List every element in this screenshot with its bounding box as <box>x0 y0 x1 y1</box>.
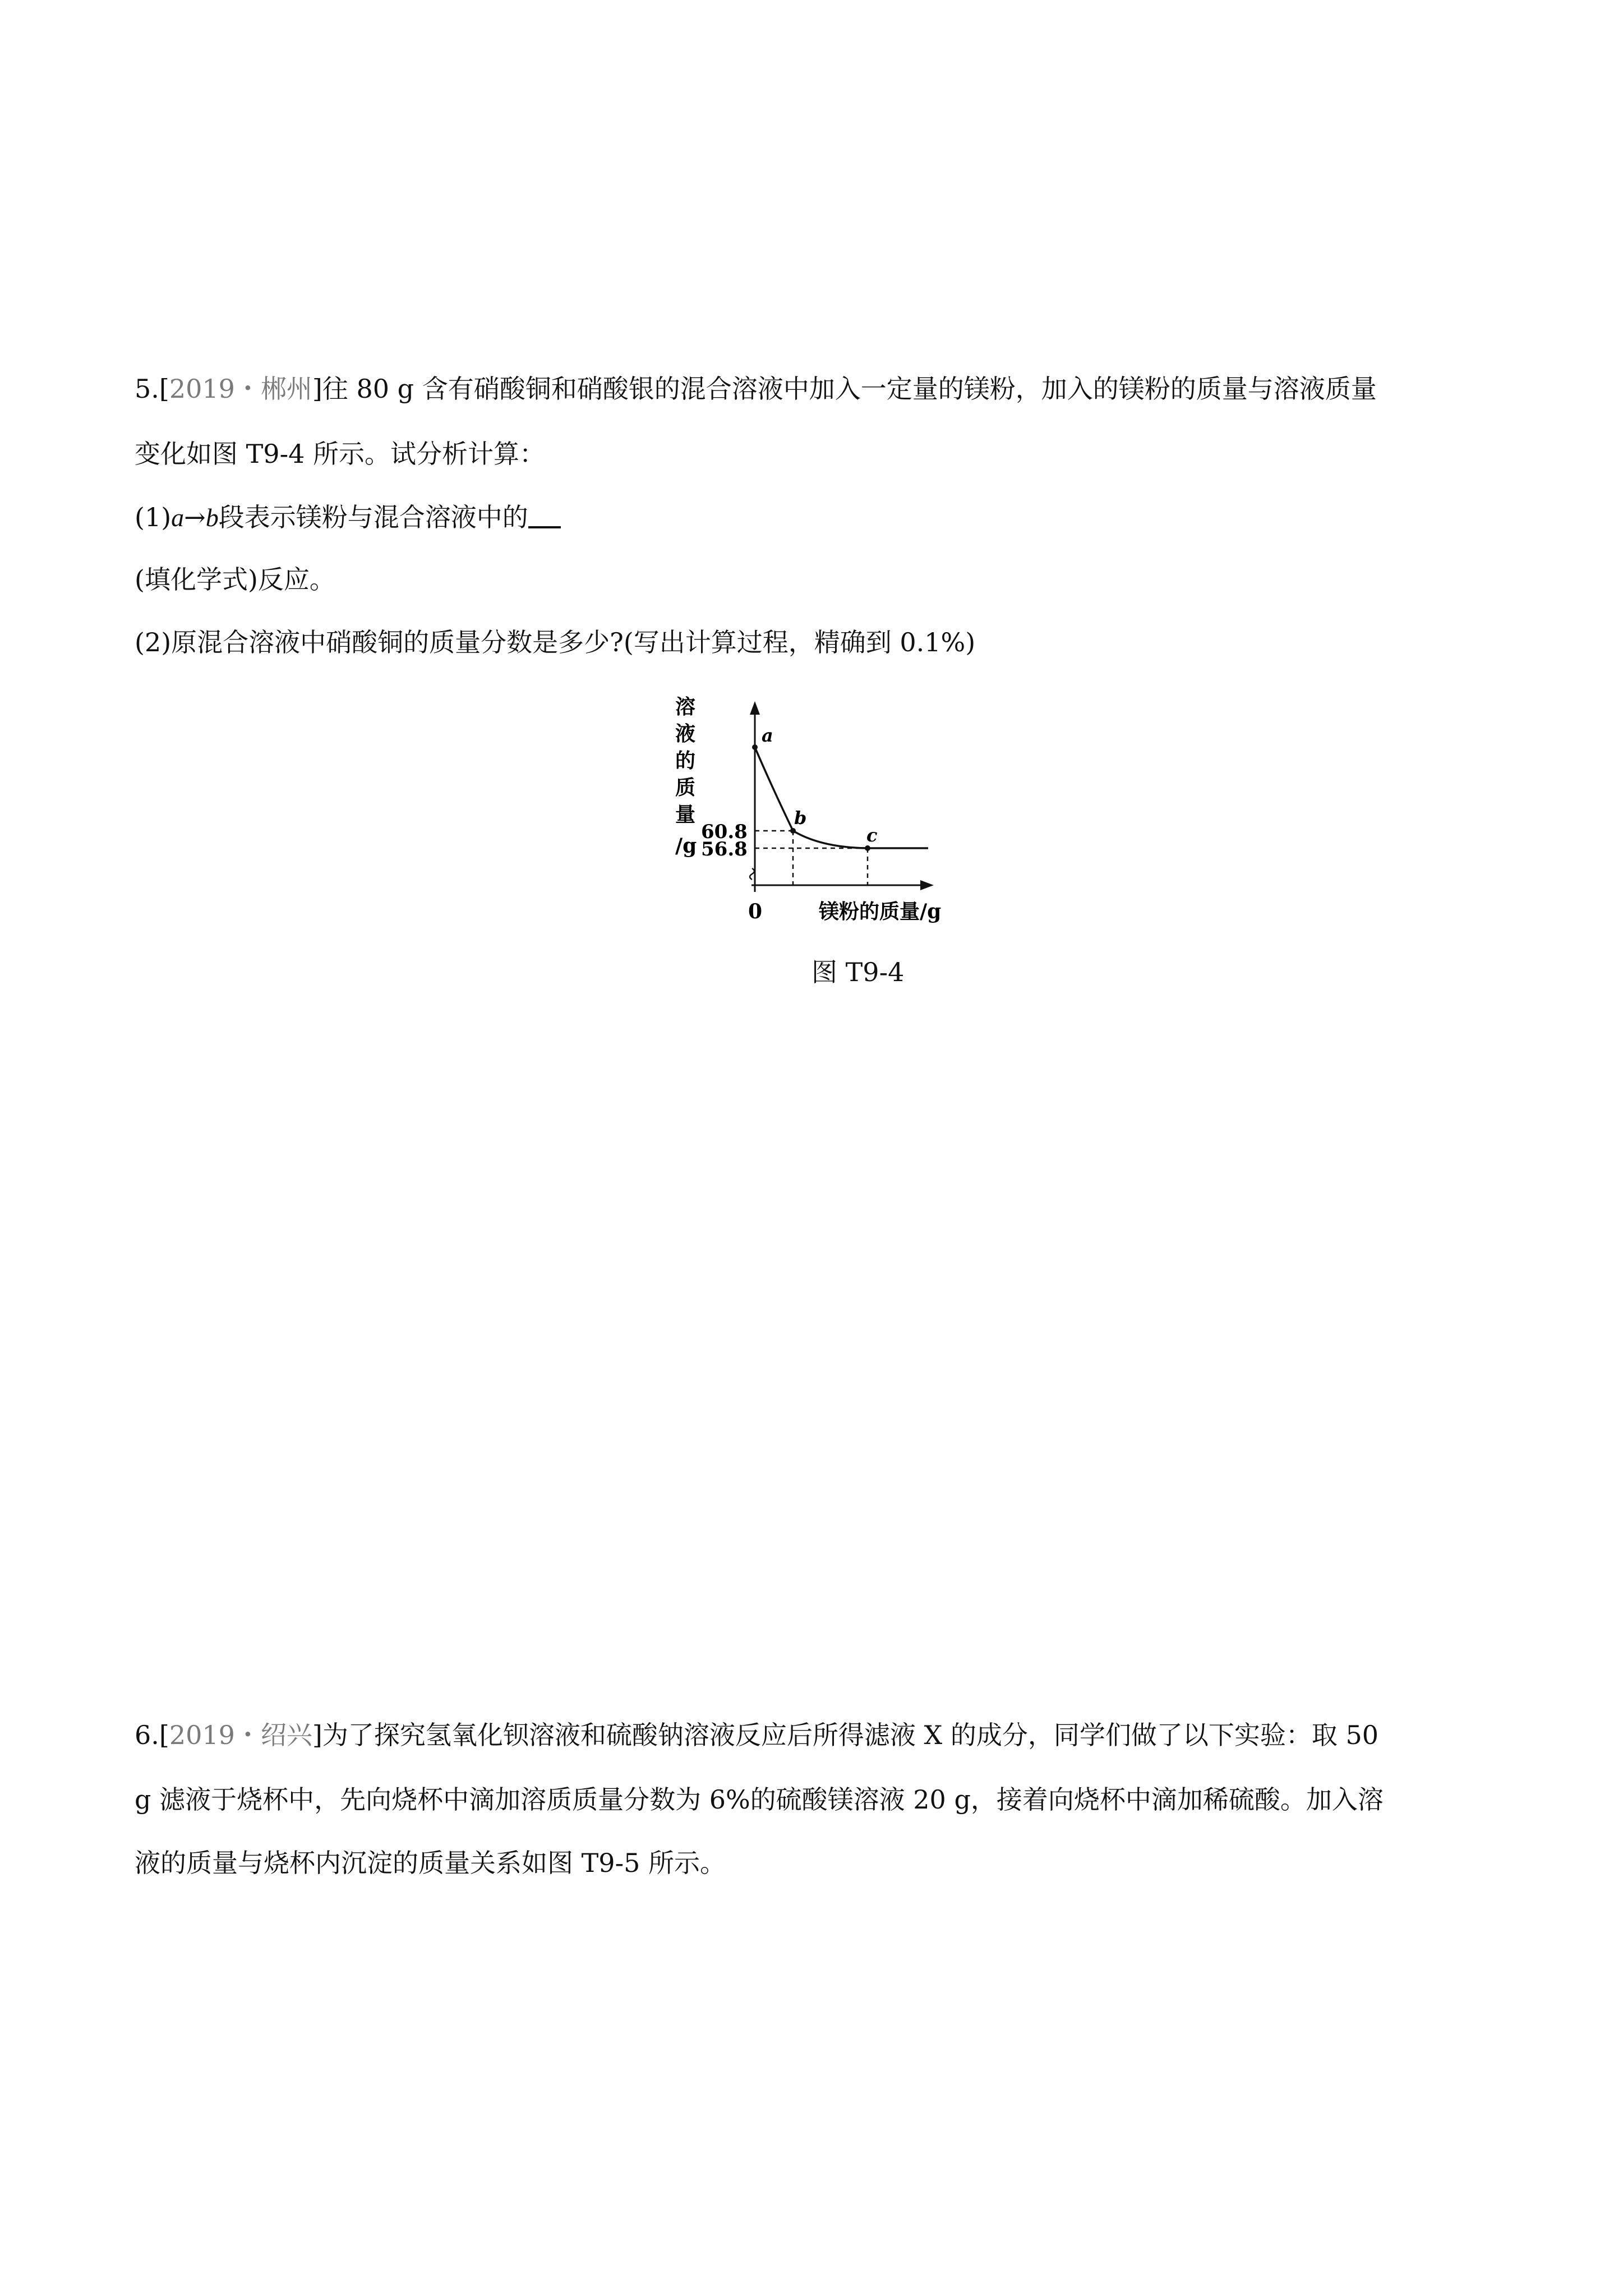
q5-sub1 <box>135 504 561 531</box>
y-tick-label: 56.8 <box>701 838 748 861</box>
q5-stem-line-2: 变化如图 T9-4 所示。试分析计算： <box>135 439 546 469</box>
q5-source: 2019・郴州 <box>169 374 312 404</box>
q5-stem-line-1: 往 80 g 含有硝酸铜和硝酸银的混合溶液中加入一定量的镁粉，加入的镁粉的质量与溶液质量 <box>322 374 1377 404</box>
y-axis-unit: /g <box>675 834 697 858</box>
origin-label: 0 <box>748 900 763 923</box>
figure-caption: 图 T9-4 <box>811 957 905 987</box>
q5-sub1-prefix: (1) <box>135 502 172 532</box>
q5-answer-blank[interactable] <box>528 504 561 528</box>
arrow-right-icon: → <box>184 502 206 532</box>
q5-sub2: (2)原混合溶液中硝酸铜的质量分数是多少?(写出计算过程，精确到 0.1%) <box>135 627 976 657</box>
q6-stem-line-2: g 滤液于烧杯中，先向烧杯中滴加溶质质量分数为 6%的硫酸镁溶液 20 g，接着向烧杯中滴加稀硫酸。加入溶 <box>135 1784 1384 1815</box>
q6-stem-line-1: 为了探究氢氧化钡溶液和硫酸钠溶液反应后所得滤液 X 的成分，同学们做了以下实验：取 50 <box>322 1720 1379 1750</box>
q6-stem-line-3: 液的质量与烧杯内沉淀的质量关系如图 T9-5 所示。 <box>135 1848 726 1878</box>
q5-sub1-a: a <box>171 503 185 532</box>
y-tick-label: 60.8 <box>701 820 748 843</box>
data-point-a <box>752 744 758 750</box>
q5-sub1-line-2: (填化学式)反应。 <box>135 564 335 595</box>
x-axis-label: 镁粉的质量/g <box>819 900 942 923</box>
q6-number: 6. <box>135 1720 159 1750</box>
data-point-b <box>790 828 796 834</box>
y-axis-label-char: 的 <box>675 749 696 772</box>
q5-line-1 <box>135 376 1377 402</box>
figure-t9-4-chart <box>662 696 976 926</box>
point-label-b: b <box>794 807 807 829</box>
q6-source-close: ] <box>312 1720 322 1750</box>
q6-source-open: [ <box>159 1720 169 1750</box>
q5-source-close: ] <box>312 374 322 404</box>
q6-line-1 <box>135 1722 1378 1748</box>
q5-sub1-text: 段表示镁粉与混合溶液中的 <box>218 502 528 532</box>
y-axis-label-char: 液 <box>675 722 696 746</box>
y-axis-label-char: 质 <box>675 776 696 799</box>
q5-source-open: [ <box>159 374 169 404</box>
y-axis-arrow-icon <box>750 701 760 715</box>
data-line-series <box>755 747 928 848</box>
y-axis-label-char: 量 <box>675 803 696 826</box>
point-label-c: c <box>866 825 878 846</box>
q5-sub1-b: b <box>205 503 219 532</box>
axis-break-mark <box>750 868 754 880</box>
q5-number: 5. <box>135 374 159 404</box>
y-axis-label-char: 溶 <box>675 696 696 719</box>
q6-source: 2019・绍兴 <box>169 1720 312 1750</box>
x-axis-arrow-icon <box>920 880 934 890</box>
data-point-c <box>865 845 870 851</box>
point-label-a: a <box>762 725 773 746</box>
